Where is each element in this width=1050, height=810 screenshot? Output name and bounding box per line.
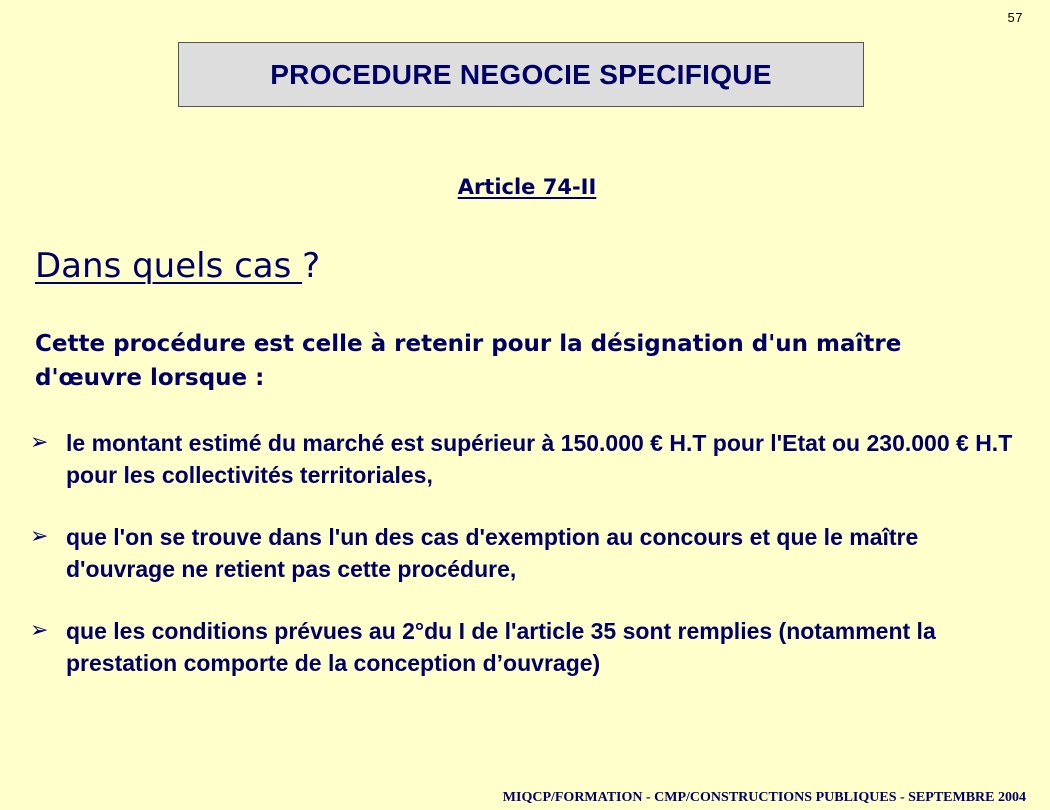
bullet-text: que les conditions prévues au 2°du I de l'article 35 sont remplies (notamment la prestation comporte de la conception d’ouvrage) <box>66 618 936 676</box>
list-item <box>30 615 1030 679</box>
bullet-list <box>30 427 1030 709</box>
arrow-bullet-icon: ➢ <box>30 618 49 643</box>
page-number: 57 <box>1007 10 1023 25</box>
title-box <box>178 42 864 107</box>
question-mark: ? <box>302 246 321 286</box>
intro-paragraph: Cette procédure est celle à retenir pour la désignation d'un maître d'œuvre lorsque : <box>35 331 902 391</box>
arrow-bullet-icon: ➢ <box>30 524 49 549</box>
question-text: Dans quels cas <box>35 246 303 286</box>
list-item <box>30 427 1030 491</box>
bullet-text: le montant estimé du marché est supérieur à 150.000 € H.T pour l'Etat ou 230.000 € H.T pour les collectivités territoriales, <box>66 430 1013 488</box>
footer-credit: MIQCP/FORMATION - CMP/CONSTRUCTIONS PUBLIQUES - SEPTEMBRE 2004 <box>502 790 1026 805</box>
bullet-text: que l'on se trouve dans l'un des cas d'exemption au concours et que le maître d'ouvrage ne retient pas cette procédure, <box>66 524 919 582</box>
article-reference: Article 74‑II <box>457 175 597 199</box>
list-item <box>30 521 1030 585</box>
slide-title: PROCEDURE NEGOCIE SPECIFIQUE <box>270 58 772 90</box>
arrow-bullet-icon: ➢ <box>30 430 49 455</box>
section-question <box>35 246 320 286</box>
